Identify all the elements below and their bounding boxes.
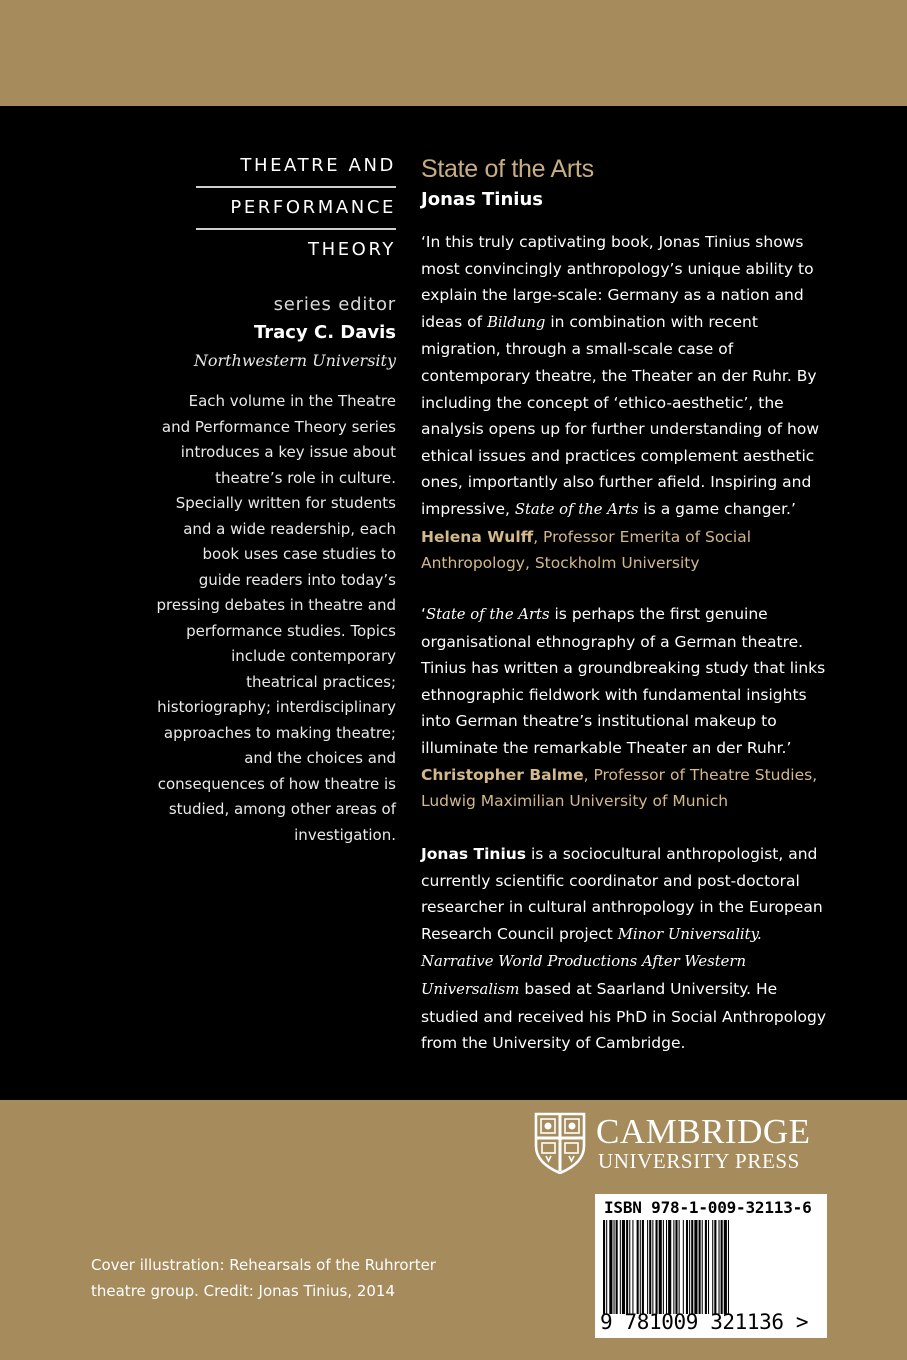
quote1-title-ref: State of the Arts xyxy=(514,500,639,518)
barcode-digits: 9 781009 321136 > xyxy=(600,1310,809,1334)
barcode-bar xyxy=(659,1220,662,1314)
bio-text-a: is a sociocultural anthropologist, and currently scientific coordinator and post-doctoral researcher in cultural anthropology in the European Research Council project xyxy=(421,845,823,943)
barcode-bar xyxy=(719,1220,720,1314)
barcode-bar xyxy=(675,1220,677,1314)
barcode-bar xyxy=(694,1220,697,1314)
quote2-open-mark: ‘ xyxy=(421,605,426,623)
author-bio xyxy=(421,841,833,1057)
barcode-bar xyxy=(626,1220,628,1314)
quote2-title-ref: State of the Arts xyxy=(425,606,550,623)
barcode-bar xyxy=(642,1220,644,1314)
barcode-bar xyxy=(614,1220,615,1314)
barcode-bar xyxy=(679,1220,680,1314)
barcode-bar xyxy=(640,1220,641,1314)
barcode-bar xyxy=(666,1220,667,1314)
quote1-bildung: Bildung xyxy=(487,313,546,331)
barcode-bar xyxy=(629,1220,630,1314)
barcode-bar xyxy=(647,1220,648,1314)
barcode-bar xyxy=(603,1220,605,1314)
barcode-bar xyxy=(686,1220,688,1314)
series-description: Each volume in the Theatre and Performance Theory series introduces a key issue about theatre’s role in culture. Specially written for students and a wide readership, each book uses case studies to guide readers into today’s pressing debates in theatre and performance studies. Topics include contemporary theatrical practices; historiography; interdisciplinary approaches to making theatre; and the choices and consequences of how theatre is studied, among other areas of investigation. xyxy=(156,392,396,844)
barcode-bar xyxy=(606,1220,607,1314)
barcode-bar xyxy=(637,1220,639,1314)
quote1-attribution-name: Helena Wulff xyxy=(421,527,534,546)
book-author: Jonas Tinius xyxy=(421,189,543,210)
barcode-bar xyxy=(668,1220,671,1314)
barcode-bar xyxy=(689,1220,690,1314)
quote1-text-b: in combination with recent migration, through a small-scale case of contemporary theatre, the Theater an der Ruhr. By including the concept of ‘ethico-aesthetic’, the analysis opens up for further understanding of how ethical issues and practices complement aesthetic ones, importantly also further afield. Inspiring and impressive, xyxy=(421,312,820,518)
barcode-bar xyxy=(616,1220,618,1314)
barcode-bar xyxy=(708,1220,709,1314)
quote1-text-c: is a game changer.’ xyxy=(638,499,796,518)
quote2-attribution-name: Christopher Balme xyxy=(421,765,584,784)
cover-credit: Cover illustration: Rehearsals of the Ruhrorter theatre group. Credit: Jonas Tinius, 2014 xyxy=(91,1256,436,1300)
barcode-bar xyxy=(691,1220,693,1314)
series-editor-name: Tracy C. Davis xyxy=(253,322,396,343)
series-editor-affiliation: Northwestern University xyxy=(193,351,396,370)
isbn-barcode xyxy=(595,1194,827,1338)
barcode-bar xyxy=(724,1220,727,1314)
bio-project-title: Minor Universality. Narrative World Productions After Western Universalism xyxy=(421,925,762,998)
barcode-bar xyxy=(663,1220,664,1314)
bio-text-b: based at Saarland University. He studied and received his PhD in Social Anthropology from the University of Cambridge. xyxy=(421,979,826,1053)
barcode-bar xyxy=(622,1220,625,1314)
isbn-label: ISBN 978-1-009-32113-6 xyxy=(604,1198,812,1217)
top-band xyxy=(0,0,907,106)
publisher-logo xyxy=(534,1112,834,1174)
publisher-name-line1: CAMBRIDGE xyxy=(596,1112,811,1151)
barcode-bar xyxy=(712,1220,713,1314)
quote2-text: is perhaps the first genuine organisational ethnography of a German theatre. Tinius has written a groundbreaking study that links ethnographic fieldwork with fundamental insights into German theatre’s institutional makeup to illuminate the remarkable Theater an der Ruhr.’ xyxy=(421,605,826,757)
endorsement-quote-2 xyxy=(421,601,833,815)
series-line-3: THEORY xyxy=(307,239,396,260)
barcode-bar xyxy=(609,1220,612,1314)
publisher-name-line2: UNIVERSITY PRESS xyxy=(598,1149,800,1173)
barcode-bar xyxy=(620,1220,621,1314)
series-editor-label: series editor xyxy=(273,294,396,315)
barcode-bar xyxy=(632,1220,633,1314)
barcode-bar xyxy=(649,1220,651,1314)
barcode-bar xyxy=(728,1220,729,1314)
barcode-bar xyxy=(705,1220,707,1314)
quote1-text-a: ‘In this truly captivating book, Jonas Tinius shows most convincingly anthropology’s unique ability to explain the large-scale: Germany as a nation and ideas of xyxy=(421,233,814,331)
bio-author-name: Jonas Tinius xyxy=(421,845,527,863)
series-heading xyxy=(196,150,396,270)
university-crest-icon xyxy=(534,1112,586,1174)
barcode-bars-icon xyxy=(603,1220,817,1314)
barcode-bar xyxy=(683,1220,684,1314)
barcode-bar xyxy=(656,1220,658,1314)
barcode-bar xyxy=(673,1220,674,1314)
quote2-attribution-rest: , Professor of Theatre Studies, Ludwig Maximilian University of Munich xyxy=(421,765,818,811)
book-title: State of the Arts xyxy=(421,155,594,183)
barcode-bar xyxy=(714,1220,716,1314)
barcode-bar xyxy=(702,1220,703,1314)
series-line-2: PERFORMANCE xyxy=(196,192,396,230)
quote1-attribution-rest: , Professor Emerita of Social Anthropology, Stockholm University xyxy=(421,527,752,573)
barcode-bar xyxy=(699,1220,701,1314)
series-line-1: THEATRE AND xyxy=(196,150,396,188)
endorsement-quote-1 xyxy=(421,229,833,577)
barcode-bar xyxy=(721,1220,723,1314)
barcode-bar xyxy=(652,1220,653,1314)
